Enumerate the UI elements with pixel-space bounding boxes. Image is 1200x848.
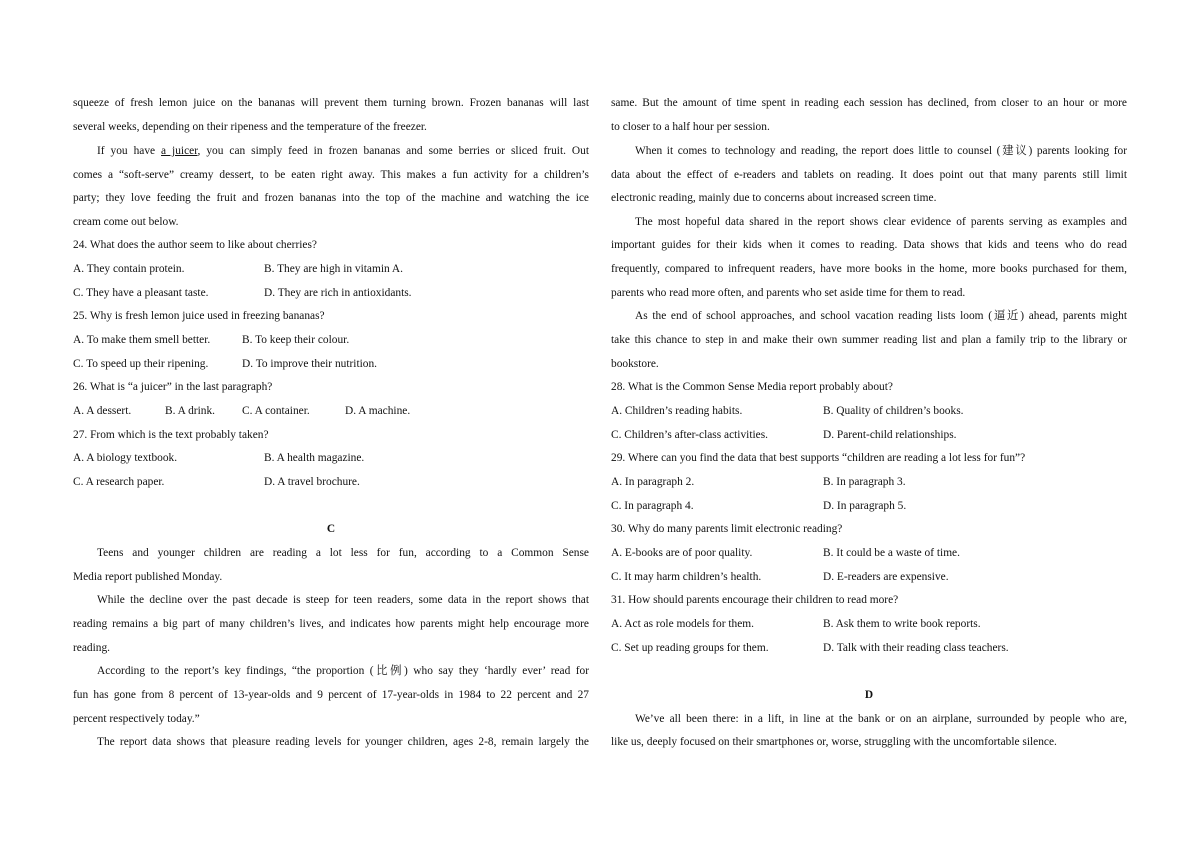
option-a: A. In paragraph 2. bbox=[611, 476, 695, 488]
question-stem: 25. Why is fresh lemon juice used in freezing bananas? bbox=[73, 310, 325, 322]
passage-line: reading. bbox=[73, 642, 111, 654]
passage-line: cream come out below. bbox=[73, 216, 179, 228]
passage-line: several weeks, depending on their ripeness and the temperature of the freezer. bbox=[73, 121, 427, 133]
text-run: If you have bbox=[97, 145, 162, 157]
passage-line: comes a “soft-serve” creamy dessert, to be eaten right away. This makes a fun activity for a children’s bbox=[73, 169, 589, 181]
option-b: B. Quality of children’s books. bbox=[823, 405, 964, 417]
option-b: B. To keep their colour. bbox=[242, 334, 350, 346]
option-a: A. Children’s reading habits. bbox=[611, 405, 743, 417]
section-heading: D bbox=[864, 689, 874, 701]
option-c: C. A container. bbox=[242, 405, 310, 417]
passage-line: same. But the amount of time spent in reading each session has declined, from closer to an hour or more bbox=[611, 97, 1127, 109]
option-d: D. To improve their nutrition. bbox=[242, 358, 378, 370]
option-a: A. A biology textbook. bbox=[73, 452, 178, 464]
option-d: D. They are rich in antioxidants. bbox=[264, 287, 412, 299]
passage-line: The report data shows that pleasure reading levels for younger children, ages 2-8, remain largely the bbox=[97, 736, 589, 748]
text-run: , you can simply feed in frozen bananas and some berries or sliced fruit. Out bbox=[197, 145, 590, 157]
option-b: B. It could be a waste of time. bbox=[823, 547, 960, 559]
passage-line: percent respectively today.” bbox=[73, 713, 200, 725]
question-stem: 26. What is “a juicer” in the last paragraph? bbox=[73, 381, 273, 393]
passage-line: like us, deeply focused on their smartphones or, worse, struggling with the uncomfortable silence. bbox=[611, 736, 1057, 748]
underlined-term: a juicer bbox=[161, 145, 198, 157]
option-b: B. They are high in vitamin A. bbox=[264, 263, 403, 275]
passage-line: Media report published Monday. bbox=[73, 571, 223, 583]
passage-line: take this chance to step in and make their own summer reading list and plan a family trip to the library or bbox=[611, 334, 1127, 346]
option-b: B. A drink. bbox=[165, 405, 215, 417]
option-c: C. Children’s after-class activities. bbox=[611, 429, 768, 441]
option-c: C. It may harm children’s health. bbox=[611, 571, 762, 583]
question-stem: 29. Where can you find the data that best supports “children are reading a lot less for fun”? bbox=[611, 452, 1026, 464]
option-a: A. To make them smell better. bbox=[73, 334, 211, 346]
question-stem: 31. How should parents encourage their children to read more? bbox=[611, 594, 899, 606]
passage-line: squeeze of fresh lemon juice on the bananas will prevent them turning brown. Frozen bananas will last bbox=[73, 97, 589, 109]
passage-line: As the end of school approaches, and school vacation reading lists loom (逼近) ahead, parents might bbox=[635, 310, 1127, 322]
passage-line: to closer to a half hour per session. bbox=[611, 121, 770, 133]
option-c: C. They have a pleasant taste. bbox=[73, 287, 209, 299]
passage-line bbox=[73, 144, 589, 158]
passage-line: party; they love feeding the fruit and frozen bananas into the top of the machine and watching the ice bbox=[73, 192, 589, 204]
passage-line: important guides for their kids when it comes to reading. Data shows that kids and teens who do read bbox=[611, 239, 1127, 251]
passage-line: Teens and younger children are reading a lot less for fun, according to a Common Sense bbox=[97, 547, 589, 559]
passage-line: frequently, compared to infrequent readers, have more books in the home, more books purchased for them, bbox=[611, 263, 1127, 275]
passage-line: While the decline over the past decade is steep for teen readers, some data in the report shows that bbox=[97, 594, 589, 606]
question-stem: 30. Why do many parents limit electronic reading? bbox=[611, 523, 843, 535]
section-heading: C bbox=[326, 523, 336, 535]
option-a: A. A dessert. bbox=[73, 405, 132, 417]
option-c: C. Set up reading groups for them. bbox=[611, 642, 769, 654]
option-a: A. E-books are of poor quality. bbox=[611, 547, 753, 559]
option-d: D. Parent-child relationships. bbox=[823, 429, 957, 441]
option-d: D. In paragraph 5. bbox=[823, 500, 907, 512]
passage-line: data about the effect of e-readers and tablets on reading. It does point out that many parents still limit bbox=[611, 169, 1127, 181]
option-c: C. A research paper. bbox=[73, 476, 165, 488]
question-stem: 27. From which is the text probably taken? bbox=[73, 429, 269, 441]
option-d: D. A machine. bbox=[345, 405, 411, 417]
option-d: D. Talk with their reading class teachers. bbox=[823, 642, 1009, 654]
passage-line: We’ve all been there: in a lift, in line at the bank or on an airplane, surrounded by people who are, bbox=[635, 713, 1127, 725]
passage-line: When it comes to technology and reading, the report does little to counsel (建议) parents looking for bbox=[635, 145, 1127, 157]
passage-line: bookstore. bbox=[611, 358, 659, 370]
question-stem: 24. What does the author seem to like about cherries? bbox=[73, 239, 317, 251]
question-stem: 28. What is the Common Sense Media report probably about? bbox=[611, 381, 893, 393]
option-a: A. They contain protein. bbox=[73, 263, 185, 275]
option-a: A. Act as role models for them. bbox=[611, 618, 754, 630]
passage-line: According to the report’s key findings, “the proportion (比例) who say they ‘hardly ever’ read for bbox=[97, 665, 589, 677]
passage-line: reading remains a big part of many children’s lives, and indicates how parents might help encourage more bbox=[73, 618, 589, 630]
passage-line: The most hopeful data shared in the report shows clear evidence of parents serving as examples and bbox=[635, 216, 1127, 228]
option-d: D. A travel brochure. bbox=[264, 476, 360, 488]
passage-line: fun has gone from 8 percent of 13-year-olds and 9 percent of 17-year-olds in 1984 to 22 percent and 27 bbox=[73, 689, 589, 701]
option-c: C. In paragraph 4. bbox=[611, 500, 694, 512]
option-b: B. In paragraph 3. bbox=[823, 476, 906, 488]
passage-line: electronic reading, mainly due to concerns about increased screen time. bbox=[611, 192, 937, 204]
option-c: C. To speed up their ripening. bbox=[73, 358, 209, 370]
option-b: B. Ask them to write book reports. bbox=[823, 618, 981, 630]
passage-line: parents who read more often, and parents who set aside time for them to read. bbox=[611, 287, 966, 299]
option-d: D. E-readers are expensive. bbox=[823, 571, 949, 583]
option-b: B. A health magazine. bbox=[264, 452, 365, 464]
